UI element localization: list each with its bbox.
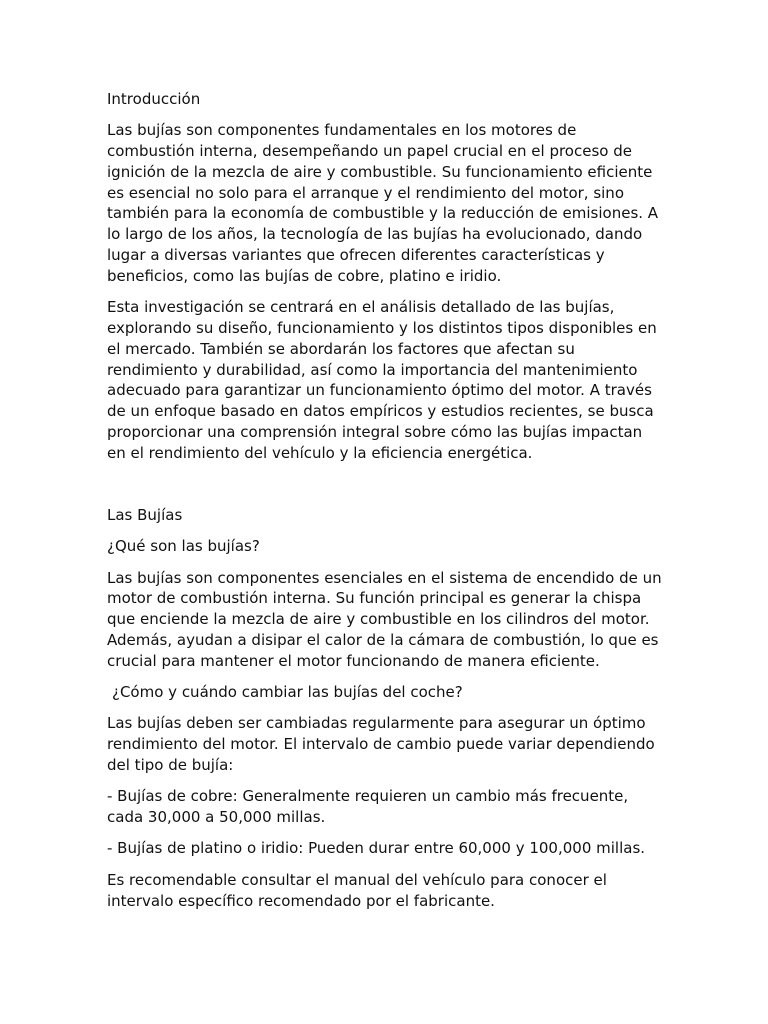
question-answer-1: Las bujías son componentes esenciales en el sistema de encendido de un motor de combustión interna. Su función principal es generar la chispa que enciende la mezcla de aire y combustible en los cilindros del motor. Además, ayudan a disipar el calor de la cámara de combustión, lo que es crucial para mantener el motor funcionando de manera eficiente. [107,568,662,670]
list-item: - Bujías de platino o iridio: Pueden durar entre 60,000 y 100,000 millas. [107,839,646,858]
section-heading: Las Bujías [107,506,183,525]
question-heading-1: ¿Qué son las bujías? [107,537,260,556]
question-answer-2: Las bujías deben ser cambiadas regularmente para asegurar un óptimo rendimiento del motor. El intervalo de cambio puede variar dependiendo del tipo de bujía: [107,714,655,775]
section-spacer [107,474,663,505]
question-heading-2: ¿Cómo y cuándo cambiar las bujías del coche? [112,683,463,702]
intro-paragraph-1: Las bujías son componentes fundamentales en los motores de combustión interna, desempeñando un papel crucial en el proceso de ignición de la mezcla de aire y combustible. Su funcionamiento eficiente es esencial no solo para el arranque y el rendimiento del motor, sino también para la economía de combustible y la reducción de emisiones. A lo largo de los años, la tecnología de las bujías ha evolucionado, dando lugar a diversas variantes que ofrecen diferentes características y beneficios, como las bujías de cobre, platino e iridio. [107,121,659,285]
list-item: - Bujías de cobre: Generalmente requieren un cambio más frecuente, cada 30,000 a 50,000 millas. [107,787,629,827]
document-page [107,89,663,922]
intro-heading: Introducción [107,90,201,108]
intro-paragraph-2: Esta investigación se centrará en el análisis detallado de las bujías, explorando su diseño, funcionamiento y los distintos tipos disponibles en el mercado. También se abordarán los factores que afectan su rendimiento y durabilidad, así como la importancia del mantenimiento adecuado para garantizar un funcionamiento óptimo del motor. A través de un enfoque basado en datos empíricos y estudios recientes, se busca proporcionar una comprensión integral sobre cómo las bujías impactan en el rendimiento del vehículo y la eficiencia energética. [107,298,657,462]
closing-paragraph: Es recomendable consultar el manual del vehículo para conocer el intervalo específico recomendado por el fabricante. [107,870,607,910]
